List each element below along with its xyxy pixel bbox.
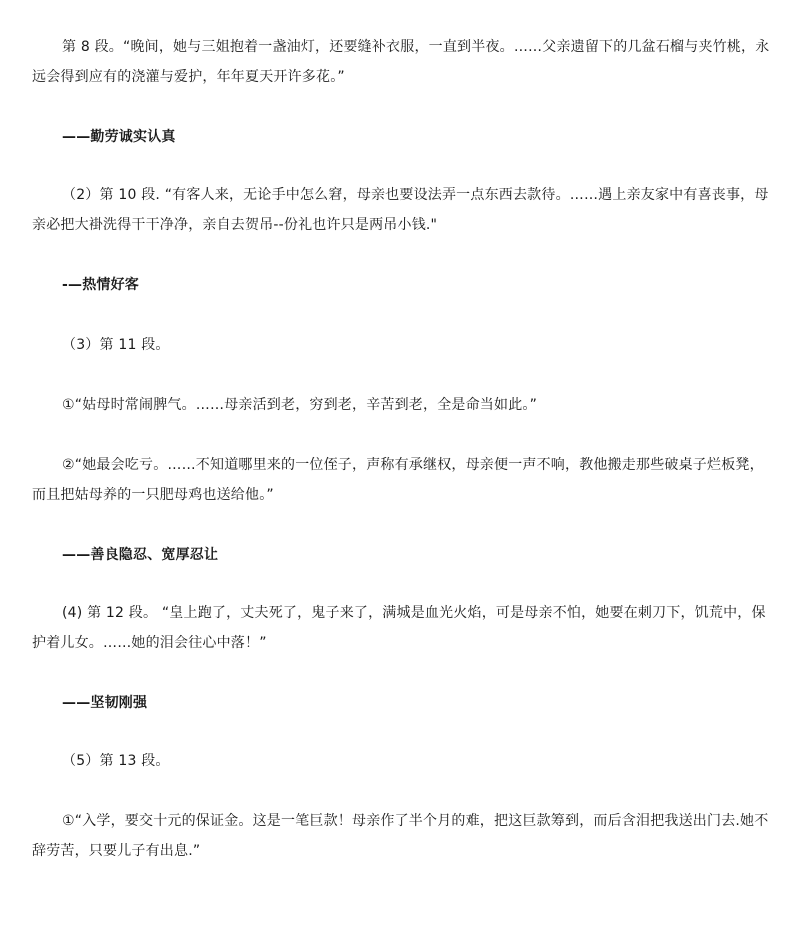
heading-hospitable: -—热情好客 (62, 277, 140, 293)
paragraph-11-item-2: ②“她最会吃亏。……不知道哪里来的一位侄子，声称有承继权，母亲便一声不响，教他搬走那些破桌子烂板凳，而且把姑母养的一只肥母鸡也送给他。” (32, 457, 764, 503)
paragraph-11-item-1: ①“姑母时常闹脾气。……母亲活到老，穷到老，辛苦到老，全是命当如此。” (62, 397, 538, 413)
paragraph-12: (4) 第 12 段。 “皇上跑了，丈夫死了，鬼子来了，满城是血光火焰，可是母亲不怕，她要在刺刀下，饥荒中，保护着儿女。……她的泪会往心中落！” (32, 605, 766, 651)
heading-kind: ——善良隐忍、宽厚忍让 (62, 547, 219, 563)
heading-diligent: ——勤劳诚实认真 (62, 129, 176, 145)
paragraph-8: 第 8 段。“晚间，她与三姐抱着一盏油灯，还要缝补衣服，一直到半夜。……父亲遗留下的几盆石榴与夹竹桃，永远会得到应有的浇灌与爱护，年年夏天开许多花。” (32, 39, 770, 85)
heading-resilient: ——坚韧刚强 (62, 695, 148, 711)
paragraph-10: （2）第 10 段. “有客人来，无论手中怎么窘，母亲也要设法弄一点东西去款待。……遇上亲友家中有喜丧事，母亲必把大褂洗得干干净净，亲自去贺吊--份礼也许只是两吊小钱." (32, 187, 769, 233)
paragraph-13-label: （5）第 13 段。 (62, 753, 170, 769)
paragraph-11-label: （3）第 11 段。 (62, 337, 170, 353)
paragraph-13-item-1: ①“入学，要交十元的保证金。这是一笔巨款！母亲作了半个月的难，把这巨款筹到，而后含泪把我送出门去.她不辞劳苦，只要儿子有出息.” (32, 813, 769, 859)
